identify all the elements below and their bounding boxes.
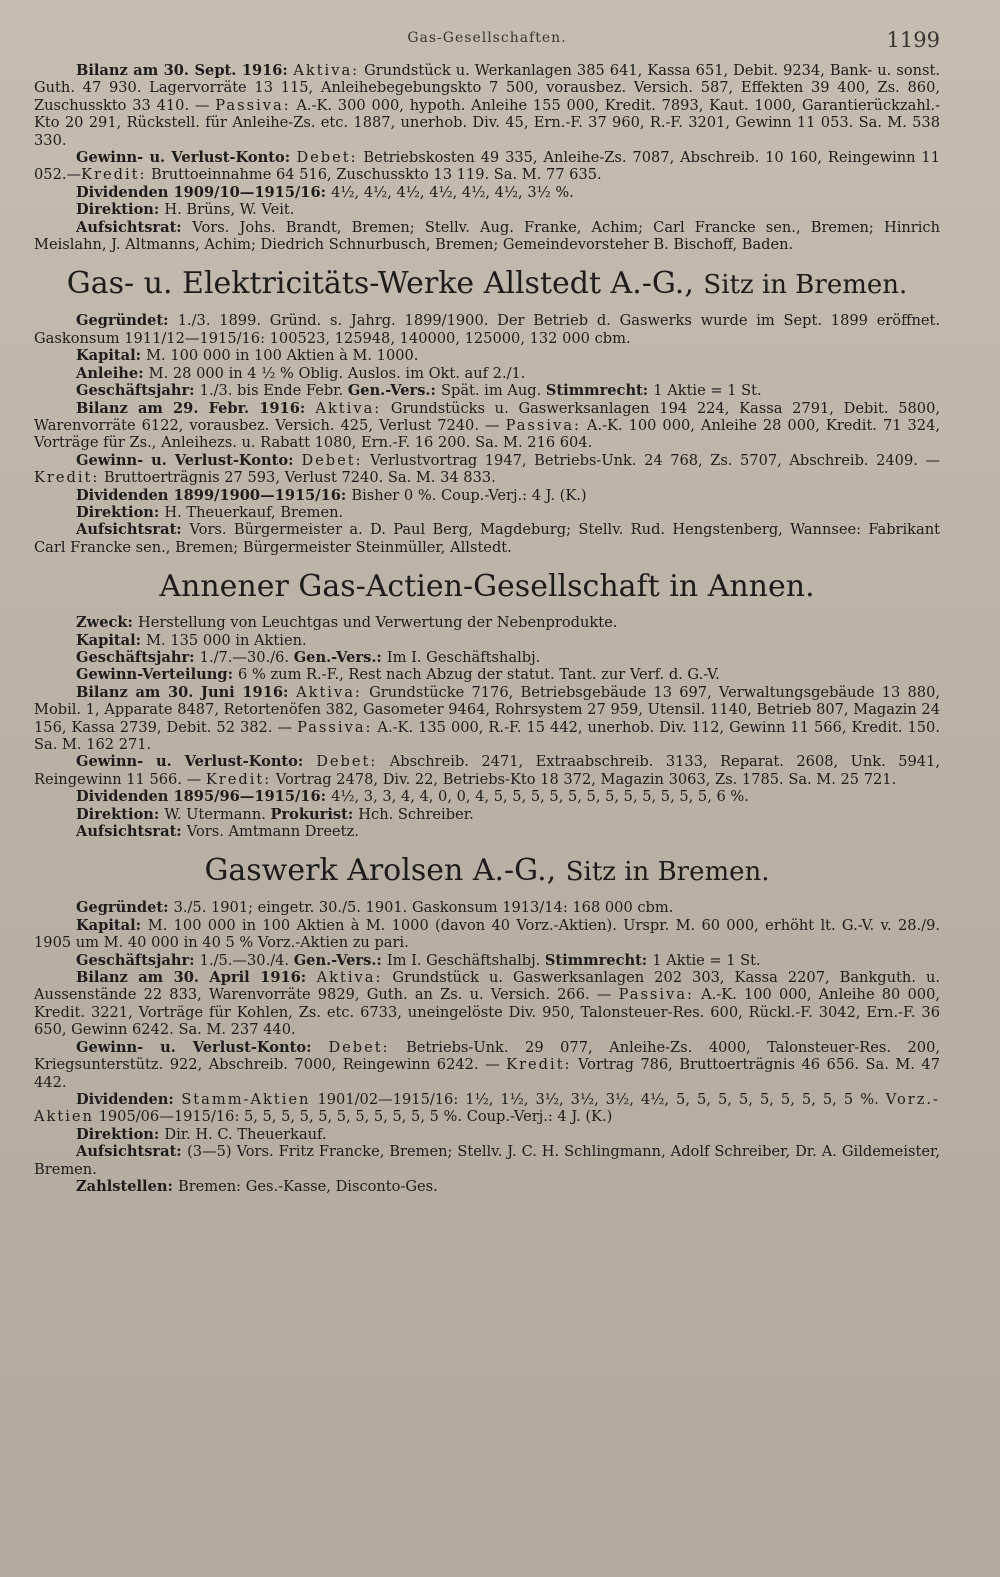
field-label: Gewinn- u. Verlust-Konto: bbox=[76, 451, 302, 469]
section1-body bbox=[34, 62, 940, 253]
entry-paragraph bbox=[34, 347, 940, 364]
running-title: Gas-Gesellschaften. bbox=[407, 30, 567, 46]
field-text: M. 135 000 in Aktien. bbox=[146, 631, 307, 649]
field-text: 1./5.—30./4. bbox=[199, 951, 294, 969]
field-text: Vortrag 786, Bruttoerträgnis 46 656. Sa. M. 47 442. bbox=[34, 1056, 940, 1091]
entry-paragraph bbox=[34, 684, 940, 754]
entry-paragraph bbox=[34, 149, 940, 184]
field-label: Aufsichtsrat: bbox=[76, 521, 190, 539]
field-label: Dividenden 1895/96—1915/16: bbox=[76, 788, 332, 806]
field-label: Geschäftsjahr: bbox=[76, 382, 200, 400]
entry-paragraph bbox=[34, 504, 940, 521]
field-text: Im I. Geschäftshalbj. bbox=[386, 648, 541, 666]
field-text: Grundstück u. Gaswerksanlagen 202 303, Kassa 2207, Bankguth. u. Aussenstände 22 833, Warenvorräte 9829, Guth. an Zs. u. Versich. 266. — bbox=[34, 969, 940, 1004]
field-text: Bremen: Ges.-Kasse, Disconto-Ges. bbox=[177, 1177, 438, 1195]
field-label: Direktion: bbox=[76, 201, 165, 219]
entry-paragraph bbox=[34, 452, 940, 487]
field-text: A.-K. 100 000, Anleihe 80 000, Kredit. 3221, Vorträge für Kohlen, Zs. etc. 6733, uneingelöste Div. 950, Talonsteuer-Res. 600, Rückl.-F. 3042, Ern.-F. 36 650, Gewinn 6242. Sa. M. 237 440. bbox=[34, 986, 941, 1039]
spaced-label: Kredit: bbox=[81, 166, 147, 184]
field-label: Geschäftsjahr: bbox=[76, 648, 200, 666]
field-label: Gewinn- u. Verlust-Konto: bbox=[76, 1038, 329, 1056]
field-text: 4½, 4½, 4½, 4½, 4½, 4½, 3½ %. bbox=[331, 183, 574, 201]
field-text: Grundstücke 7176, Betriebsgebäude 13 697, Verwaltungsgebäude 13 880, Mobil. 1, Apparate 8487, Retortenöfen 382, Gasometer 9464, Rohrsystem 27 959, Utensil. 1140, Betrieb 807, Magazin 24 156, Kassa 2739, Debit. 52 382. — bbox=[34, 683, 940, 736]
entry-paragraph bbox=[34, 1039, 940, 1091]
entry-paragraph bbox=[34, 1178, 940, 1195]
entry-paragraph bbox=[34, 632, 940, 649]
entry-paragraph bbox=[34, 382, 940, 399]
field-label: Kapital: bbox=[76, 631, 147, 649]
entry-paragraph bbox=[34, 400, 940, 452]
spaced-label: Passiva: bbox=[297, 718, 373, 736]
field-text: Grundstück u. Werkanlagen 385 641, Kassa 651, Debit. 9234, Bank- u. sonst. Guth. 47 930. Lagervorräte 13 115, Anleihebegebungskto 7 500, vorausbez. Versich. 587, Effekten 39 400, Zs. 860, Zuschusskto 33 410. — bbox=[34, 62, 940, 114]
section-gas-company-1 bbox=[34, 62, 940, 253]
company-seat: Sitz in Bremen. bbox=[703, 270, 908, 301]
field-label: Kapital: bbox=[76, 347, 147, 365]
section3-body bbox=[34, 614, 940, 840]
field-text: 1901/02—1915/16: 1½, 1½, 3½, 3½, 3½, 4½, 5, 5, 5, 5, 5, 5, 5, 5, 5 %. bbox=[310, 1090, 886, 1108]
company-title-annen bbox=[34, 570, 940, 604]
field-label: Dividenden 1909/10—1915/16: bbox=[76, 183, 332, 201]
spaced-label: Passiva: bbox=[215, 96, 291, 114]
field-label: Gen.-Vers.: bbox=[347, 382, 441, 400]
field-text: Bruttoerträgnis 27 593, Verlust 7240. Sa. M. 34 833. bbox=[99, 469, 496, 487]
entry-paragraph bbox=[34, 1091, 940, 1126]
entry-paragraph bbox=[34, 952, 940, 969]
spaced-label: Kredit: bbox=[506, 1056, 572, 1074]
spaced-label: Vorz.-Aktien bbox=[34, 1090, 940, 1126]
field-text: Hch. Schreiber. bbox=[358, 805, 474, 823]
entry-paragraph bbox=[34, 312, 940, 347]
field-text: 1 Aktie = 1 St. bbox=[652, 951, 761, 969]
spaced-label: Aktiva: bbox=[315, 399, 382, 417]
field-label: Gen.-Vers.: bbox=[293, 951, 387, 969]
entry-paragraph bbox=[34, 806, 940, 823]
field-text: 1./7.—30./6. bbox=[199, 648, 294, 666]
field-text: Verlustvortrag 1947, Betriebs-Unk. 24 768, Zs. 5707, Abschreib. 2409. — bbox=[362, 451, 940, 469]
field-text: Spät. im Aug. bbox=[440, 382, 546, 400]
section-arolsen bbox=[34, 899, 940, 1195]
section4-body bbox=[34, 899, 940, 1195]
field-text: Im I. Geschäftshalbj. bbox=[386, 951, 545, 969]
field-label: Bilanz am 30. Sept. 1916: bbox=[76, 62, 294, 79]
entry-paragraph bbox=[34, 788, 940, 805]
entry-paragraph bbox=[34, 62, 940, 149]
field-text: 1905/06—1915/16: 5, 5, 5, 5, 5, 5, 5, 5, 5, 5, 5 %. Coup.-Verj.: 4 J. (K.) bbox=[93, 1108, 613, 1126]
page-number: 1199 bbox=[886, 28, 940, 52]
field-label: Zahlstellen: bbox=[76, 1177, 178, 1195]
field-text: 1 Aktie = 1 St. bbox=[653, 382, 762, 400]
field-label: Aufsichtsrat: bbox=[76, 218, 193, 236]
field-text: Betriebskosten 49 335, Anleihe-Zs. 7087, Abschreib. 10 160, Reingewinn 11 052.— bbox=[34, 149, 940, 184]
field-label: Gewinn- u. Verlust-Konto: bbox=[76, 149, 297, 167]
spaced-label: Debet: bbox=[316, 753, 378, 771]
field-text: 1./3. 1899. Gründ. s. Jahrg. 1899/1900. Der Betrieb d. Gaswerks wurde im Sept. 1899 eröffnet. Gaskonsum 1911/12—1915/16: 100523, 125948, 140000, 125000, 132 000 cbm. bbox=[34, 312, 941, 347]
field-text: Bisher 0 %. Coup.-Verj.: 4 J. (K.) bbox=[351, 486, 587, 504]
field-text: (3—5) Vors. Fritz Francke, Bremen; Stellv. J. C. H. Schlingmann, Adolf Schreiber, Dr. A. Gildemeister, Bremen. bbox=[34, 1143, 940, 1178]
field-text: A.-K. 135 000, R.-F. 15 442, unerhob. Div. 112, Gewinn 11 566, Kredit. 150. Sa. M. 162 271. bbox=[34, 718, 940, 753]
entry-paragraph bbox=[34, 614, 940, 631]
spaced-label: Kredit: bbox=[34, 469, 100, 487]
field-label: Gewinn- u. Verlust-Konto: bbox=[76, 753, 317, 771]
running-head bbox=[34, 22, 940, 62]
spaced-label: Stamm-Aktien bbox=[181, 1090, 311, 1108]
field-text: 6 % zum R.-F., Rest nach Abzug der statut. Tant. zur Verf. d. G.-V. bbox=[238, 666, 720, 684]
field-label: Gegründet: bbox=[76, 899, 174, 917]
field-text: M. 100 000 in 100 Aktien à M. 1000 (davon 40 Vorz.-Aktien). Urspr. M. 60 000, erhöht lt. G.-V. v. 28./9. 1905 um M. 40 000 in 40 5 % Vorz.-Aktien zu pari. bbox=[34, 916, 940, 952]
entry-paragraph bbox=[34, 201, 940, 218]
spaced-label: Kredit: bbox=[205, 770, 272, 788]
spaced-label: Aktiva: bbox=[316, 969, 383, 987]
spaced-label: Passiva: bbox=[618, 986, 694, 1004]
field-label: Prokurist: bbox=[270, 805, 359, 823]
field-label: Bilanz am 30. Juni 1916: bbox=[76, 683, 297, 701]
entry-paragraph bbox=[34, 649, 940, 666]
field-text: Bruttoeinnahme 64 516, Zuschusskto 13 119. Sa. M. 77 635. bbox=[146, 166, 602, 184]
field-text: Vors. Johs. Brandt, Bremen; Stellv. Aug. Franke, Achim; Carl Francke sen., Bremen; Hinrich Meislahn, J. Altmanns, Achim; Diedrich Schnurbusch, Bremen; Gemeindevorsteher B. Bischoff, Baden. bbox=[34, 218, 940, 254]
company-title-arolsen bbox=[34, 854, 940, 889]
section-allstedt bbox=[34, 312, 940, 556]
spaced-label: Debet: bbox=[328, 1038, 390, 1056]
field-label: Direktion: bbox=[76, 805, 165, 823]
field-label: Anleihe: bbox=[76, 364, 149, 382]
field-label: Direktion: bbox=[76, 1125, 165, 1143]
spaced-label: Aktiva: bbox=[296, 683, 362, 701]
field-text: W. Utermann. bbox=[164, 805, 271, 823]
company-title-allstedt bbox=[34, 267, 940, 302]
company-name: Gas- u. Elektricitäts-Werke Allstedt A.-G., bbox=[66, 266, 694, 302]
entry-paragraph bbox=[34, 969, 940, 1039]
company-name: Gaswerk Arolsen A.-G., bbox=[204, 853, 557, 889]
entry-paragraph bbox=[34, 487, 940, 504]
field-label: Stimmrecht: bbox=[544, 951, 653, 969]
spaced-label: Passiva: bbox=[505, 416, 581, 434]
entry-paragraph bbox=[34, 184, 940, 201]
field-label: Aufsichtsrat: bbox=[76, 1143, 188, 1161]
entry-paragraph bbox=[34, 899, 940, 916]
field-text: Vortrag 2478, Div. 22, Betriebs-Kto 18 372, Magazin 3063, Zs. 1785. Sa. M. 25 721. bbox=[271, 770, 897, 788]
field-label: Dividenden: bbox=[76, 1090, 182, 1108]
field-label: Aufsichtsrat: bbox=[76, 823, 187, 841]
field-label: Direktion: bbox=[76, 503, 165, 521]
field-label: Dividenden 1899/1900—1915/16: bbox=[76, 486, 352, 504]
entry-paragraph bbox=[34, 753, 940, 788]
entry-paragraph bbox=[34, 365, 940, 382]
field-text: M. 100 000 in 100 Aktien à M. 1000. bbox=[146, 347, 419, 365]
field-text: H. Brüns, W. Veit. bbox=[164, 201, 295, 219]
field-label: Stimmrecht: bbox=[545, 382, 654, 400]
field-label: Kapital: bbox=[76, 916, 148, 934]
field-label: Zweck: bbox=[76, 614, 138, 632]
section2-body bbox=[34, 312, 940, 556]
company-name: Annener Gas-Actien-Gesellschaft in Annen. bbox=[159, 569, 815, 605]
spaced-label: Debet: bbox=[296, 149, 358, 167]
field-text: Grundstücks u. Gaswerksanlagen 194 224, Kassa 2791, Debit. 5800, Warenvorräte 6122, vorausbez. Versich. 425, Verlust 7240. — bbox=[34, 399, 940, 434]
field-text: A.-K. 100 000, Anleihe 28 000, Kredit. 71 324, Vorträge für Zs., Anleihezs. u. Rabatt 1080, Ern.-F. 16 200. Sa. M. 216 604. bbox=[34, 416, 940, 452]
entry-paragraph bbox=[34, 666, 940, 683]
entry-paragraph bbox=[34, 219, 940, 254]
spaced-label: Aktiva: bbox=[293, 62, 360, 79]
entry-paragraph bbox=[34, 1143, 940, 1178]
field-label: Bilanz am 29. Febr. 1916: bbox=[76, 399, 316, 417]
field-text: Herstellung von Leuchtgas und Verwertung der Nebenprodukte. bbox=[137, 614, 618, 632]
entry-paragraph bbox=[34, 917, 940, 952]
entry-paragraph bbox=[34, 521, 940, 556]
spaced-label: Debet: bbox=[301, 451, 363, 469]
field-label: Bilanz am 30. April 1916: bbox=[76, 969, 317, 987]
field-text: Abschreib. 2471, Extraabschreib. 3133, Reparat. 2608, Unk. 5941, Reingewinn 11 566. — bbox=[34, 753, 941, 788]
entry-paragraph bbox=[34, 1126, 940, 1143]
field-label: Gewinn-Verteilung: bbox=[76, 666, 239, 684]
field-label: Gegründet: bbox=[76, 312, 178, 330]
field-text: 3./5. 1901; eingetr. 30./5. 1901. Gaskonsum 1913/14: 168 000 cbm. bbox=[173, 899, 674, 917]
section-annen bbox=[34, 614, 940, 840]
field-label: Gen.-Vers.: bbox=[293, 648, 387, 666]
field-text: 1./3. bis Ende Febr. bbox=[199, 382, 348, 400]
field-text: H. Theuerkauf, Bremen. bbox=[164, 503, 344, 521]
field-text: M. 28 000 in 4 ½ % Oblig. Auslos. im Okt. auf 2./1. bbox=[148, 364, 526, 382]
field-text: 4½, 3, 3, 4, 4, 0, 0, 4, 5, 5, 5, 5, 5, 5, 5, 5, 5, 5, 5, 5, 6 %. bbox=[331, 788, 749, 806]
field-text: Vors. Bürgermeister a. D. Paul Berg, Magdeburg; Stellv. Rud. Hengstenberg, Wannsee: Fabrikant Carl Francke sen., Bremen; Bürgermeister Steinmüller, Allstedt. bbox=[34, 521, 940, 556]
company-seat: Sitz in Bremen. bbox=[565, 857, 770, 888]
field-label: Geschäftsjahr: bbox=[76, 951, 200, 969]
field-text: Vors. Amtmann Dreetz. bbox=[186, 823, 359, 841]
field-text: Dir. H. C. Theuerkauf. bbox=[164, 1125, 327, 1143]
entry-paragraph bbox=[34, 823, 940, 840]
field-text: A.-K. 300 000, hypoth. Anleihe 155 000, Kredit. 7893, Kaut. 1000, Garantierückzahl.-Kto 20 291, Rückstell. für Anleihe-Zs. etc. 1887, unerhob. Div. 45, Ern.-F. 37 960, R.-F. 3201, Gewinn 11 053. Sa. M. 538 330. bbox=[34, 96, 940, 149]
field-text: Betriebs-Unk. 29 077, Anleihe-Zs. 4000, Talonsteuer-Res. 200, Kriegsunterstütz. 922, Abschreib. 7000, Reingewinn 6242. — bbox=[34, 1038, 941, 1074]
